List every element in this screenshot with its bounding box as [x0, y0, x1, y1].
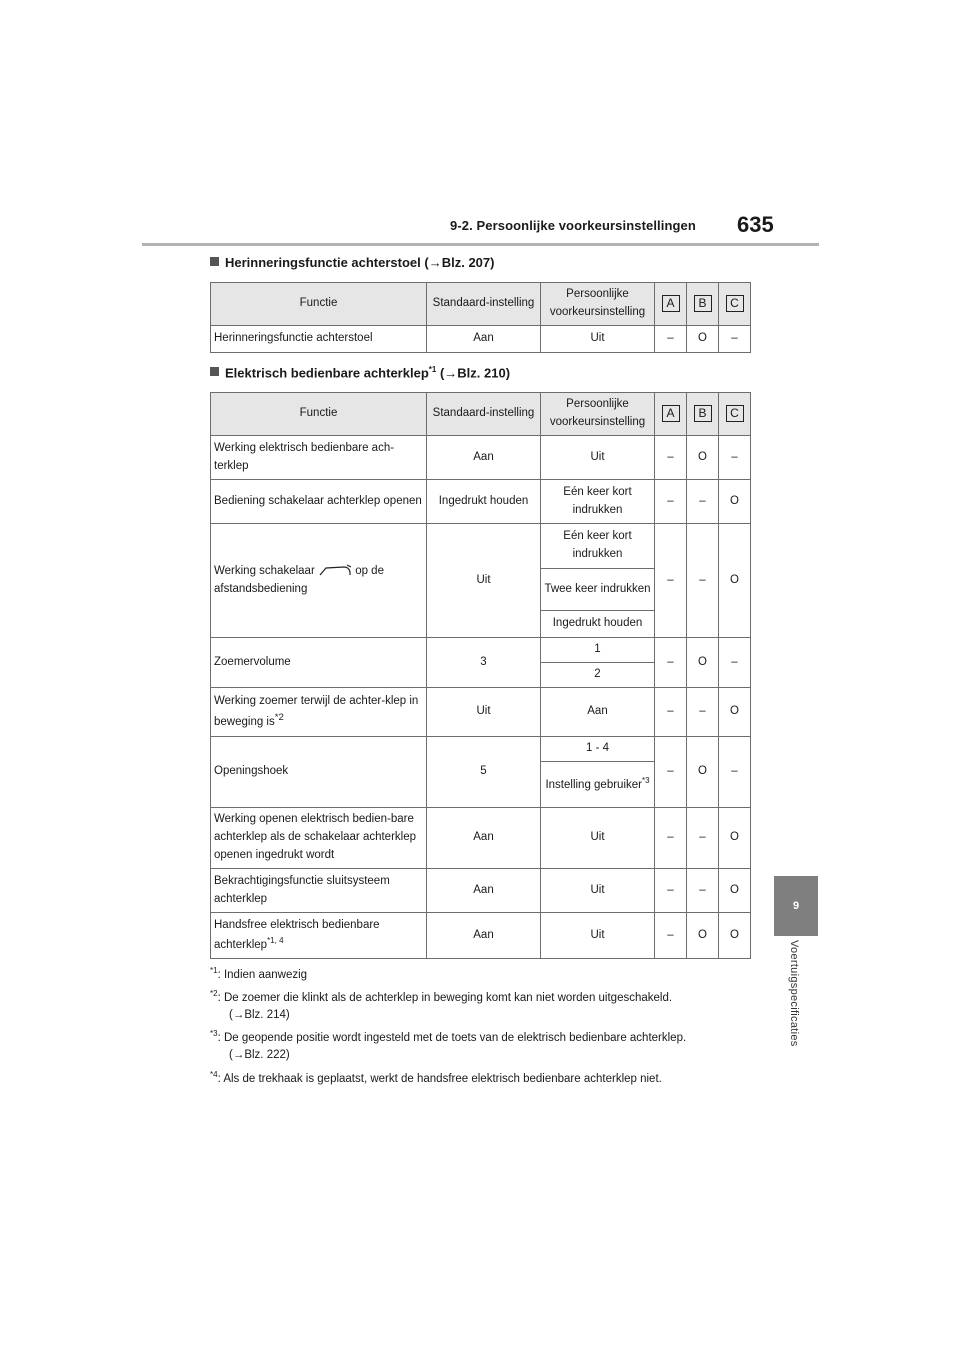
arrow-icon: →	[428, 255, 442, 270]
footnote-3: $^{*3}$: De geopende positie wordt ingesteld met de toets van de elektrisch bedienbare achterklep. (→Blz. 222)	[210, 1029, 687, 1061]
section2-table	[210, 392, 751, 959]
footnote-1: $^{*1}$: Indien aanwezig	[210, 966, 308, 981]
table-row: Werking zoemer terwijl de achter-klep in beweging $is^{*2}$ Uit Aan – – O	[211, 688, 751, 737]
table-row: Ingedrukt houden	[211, 611, 751, 638]
col-standaard: Standaard-instelling	[427, 283, 541, 326]
table-header-row	[211, 393, 751, 436]
col-persoonlijk: Persoonlijke voorkeursinstelling	[541, 393, 655, 436]
table-row: Twee keer indrukken	[211, 569, 751, 611]
table-row: Herinneringsfunctie achterstoel Aan Uit – O –	[211, 326, 751, 353]
table-row: Werking openen elektrisch bedien-bare achterklep als de schakelaar achterklep openen ingedrukt wordt Aan Uit – – O	[211, 808, 751, 869]
table-row: Openingshoek 5 1 - 4 – O –	[211, 737, 751, 762]
col-c: C	[719, 393, 751, 436]
table-row: Werking elektrisch bedienbare ach-terklep Aan Uit – O –	[211, 436, 751, 480]
col-a: A	[655, 393, 687, 436]
chapter-label: Voertuigspecificaties	[788, 940, 800, 1047]
bullet-square-icon	[210, 367, 219, 376]
table-row: Handsfree elektrisch bedienbare achterklep$^{*1, 4}$ Aan Uit – O O	[211, 913, 751, 959]
col-standaard: Standaard-instelling	[427, 393, 541, 436]
footnote-4: $^{*4}$: Als de trekhaak is geplaatst, werkt de handsfree elektrisch bedienbare achterklep niet.	[210, 1070, 662, 1085]
table-row: Instelling gebruiker$^{*3}$	[211, 762, 751, 808]
col-b: B	[687, 283, 719, 326]
col-persoonlijk: Persoonlijke voorkeursinstelling	[541, 283, 655, 326]
table-row: Bediening schakelaar achterklep openen Ingedrukt houden Eén keer kort indrukken – – O	[211, 480, 751, 524]
section1-title: Herinneringsfunctie achterstoel (→Blz. 207)	[210, 255, 494, 270]
footnote-2: $^{*2}$: De zoemer die klinkt als de achterklep in beweging komt kan niet worden uitgeschakeld. (→Blz. 214)	[210, 989, 673, 1021]
col-functie: Functie	[211, 283, 427, 326]
table-row: Werking schakelaar op de afstandsbediening Uit Eén keer kort indrukken – – O	[211, 524, 751, 569]
section1-table	[210, 282, 751, 353]
header-rule	[142, 243, 819, 246]
table-row: 2	[211, 663, 751, 688]
col-a: A	[655, 283, 687, 326]
table-row: Bekrachtigingsfunctie sluitsysteem achterklep Aan Uit – – O	[211, 869, 751, 913]
page-number: 635	[737, 212, 774, 237]
section2-title: Elektrisch bedienbare achterklep$^{*1}$ (→Blz. 210)	[210, 365, 510, 380]
tailgate-icon	[318, 564, 352, 578]
section-header: 9-2. Persoonlijke voorkeursinstellingen	[450, 218, 696, 233]
arrow-icon: →	[444, 365, 458, 381]
table-row: Zoemervolume 3 1 – O –	[211, 638, 751, 663]
col-b: B	[687, 393, 719, 436]
col-c: C	[719, 283, 751, 326]
chapter-tab: 9	[774, 876, 818, 936]
col-functie: Functie	[211, 393, 427, 436]
bullet-square-icon	[210, 257, 219, 266]
table-header-row	[211, 283, 751, 326]
